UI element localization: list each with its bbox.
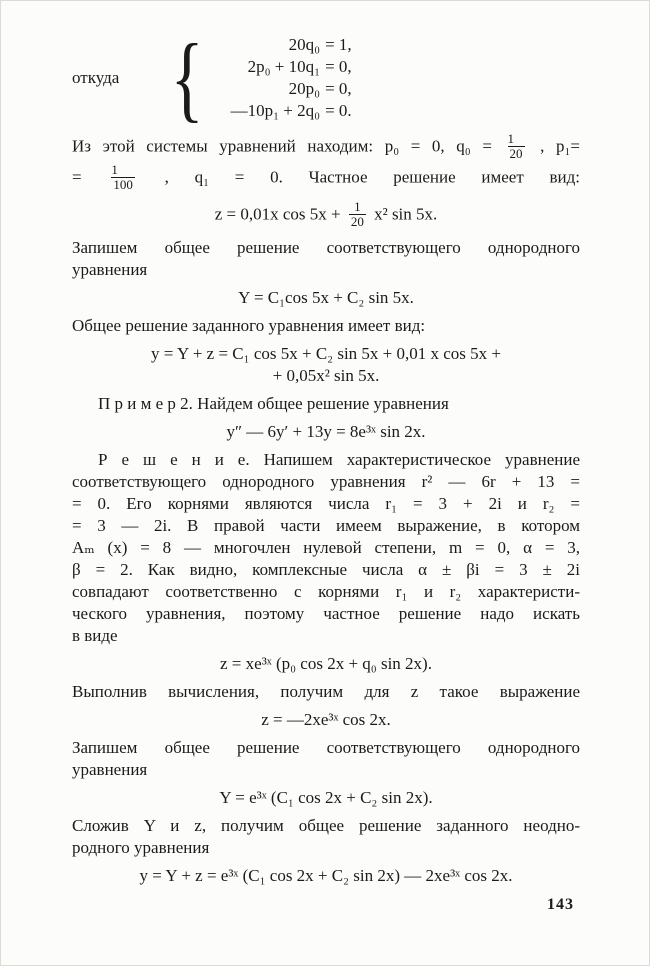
equation-final: y = Y + z = e³ˣ (C₁ cos 2x + C₂ sin 2x) — 2xe³ˣ cos 2x. <box>139 866 513 885</box>
text-line: Запишем общее решение соответствующего однородного <box>72 238 580 257</box>
text-line: Сложив Y и z, получим общее решение заданного неодно- <box>72 816 580 835</box>
fraction <box>111 163 135 194</box>
text-line: = 0. Его корнями являются числа r₁ = 3 + 2i и r₂ = <box>72 494 580 513</box>
text-run: = <box>72 167 82 187</box>
text-line: β = 2. Как видно, комплексные числа α ± βi = 3 ± 2i <box>72 560 580 579</box>
equation-rhs: = 0. <box>325 101 352 120</box>
paragraph-computed: Выполнив вычисления, получим для z такое выражение <box>72 682 580 701</box>
equation-rhs: = 0, <box>325 79 352 98</box>
text-line <box>72 163 580 194</box>
text-line: Aₘ (x) = 8 — многочлен нулевой степени, m = 0, α = 3, <box>72 538 580 557</box>
fraction <box>349 200 366 231</box>
fraction-numerator: 1 <box>354 199 361 214</box>
equation-text: z = 0,01x cos 5x + <box>214 204 341 224</box>
paragraph-example-2: П р и м е р 2. Найдем общее решение уравнения <box>98 394 449 413</box>
system-equation-line <box>214 78 352 100</box>
system-equation-line <box>214 100 352 122</box>
paragraph-find-coefficients <box>72 132 580 194</box>
equation-line: + 0,05x² sin 5x. <box>272 366 380 385</box>
system-equation-line <box>214 56 352 78</box>
equation-lhs: 20q₀ <box>288 35 321 54</box>
equation-text: x² sin 5x. <box>374 204 438 224</box>
system-equations <box>214 34 352 122</box>
paragraph-general-1: Общее решение заданного уравнения имеет вид: <box>72 316 426 335</box>
text-run: , q₁ = 0. Частное решение имеет вид: <box>164 167 581 187</box>
fraction-denominator: 100 <box>113 177 133 192</box>
equation-lhs: —10p₁ + 2q₀ <box>230 101 321 120</box>
fraction-numerator: 1 <box>507 131 515 146</box>
equation-particular-solution-1 <box>72 200 580 231</box>
paragraph-homogeneous-2 <box>72 737 580 781</box>
text-line: в виде <box>72 626 118 645</box>
equation-rhs: = 0, <box>325 57 352 76</box>
text-line: уравнения <box>72 760 148 779</box>
text-line: ческого уравнения, поэтому частное решение надо искать <box>72 604 580 623</box>
text-line: Р е ш е н и е. Напишем характеристическое уравнение <box>98 450 580 469</box>
equation-line: y = Y + z = C₁ cos 5x + C₂ sin 5x + 0,01 x cos 5x + <box>150 344 502 363</box>
system-equation-line <box>214 34 352 56</box>
text-line <box>72 132 580 163</box>
equation-homogeneous-1: Y = C₁cos 5x + C₂ sin 5x. <box>238 288 414 307</box>
text-run: , p₁= <box>540 136 580 156</box>
fraction-denominator: 20 <box>509 146 523 161</box>
text-line: совпадают соответственно с корнями r₁ и r₂ характеристи- <box>72 582 580 601</box>
text-line: соответствующего однородного уравнения r² — 6r + 13 = <box>72 472 580 491</box>
equation-example-2: y″ — 6y′ + 13y = 8e³ˣ sin 2x. <box>226 422 426 441</box>
equation-general-1 <box>72 343 580 387</box>
text-line: Запишем общее решение соответствующего однородного <box>72 738 580 757</box>
system-label: откуда <box>72 68 120 87</box>
fraction <box>508 132 525 163</box>
paragraph-solution <box>72 449 580 647</box>
page-number: 143 <box>547 896 574 913</box>
equation-trial-solution: z = xe³ˣ (p₀ cos 2x + q₀ sin 2x). <box>220 654 432 673</box>
paragraph-sum <box>72 815 580 859</box>
equation-rhs: = 1, <box>325 35 352 54</box>
fraction-numerator: 1 <box>111 162 118 177</box>
paragraph-homogeneous-1 <box>72 237 580 281</box>
text-line: родного уравнения <box>72 838 210 857</box>
fraction-denominator: 20 <box>350 214 364 229</box>
equation-computed: z = —2xe³ˣ cos 2x. <box>261 710 391 729</box>
text-line: = 3 — 2i. В правой части имеем выражение, в котором <box>72 516 580 535</box>
equation-homogeneous-2: Y = e³ˣ (C₁ cos 2x + C₂ sin 2x). <box>219 788 433 807</box>
equation-lhs: 2p₀ + 10q₁ <box>247 57 321 76</box>
text-line: уравнения <box>72 260 148 279</box>
text-run: Из этой системы уравнений находим: p₀ = 0, q₀ = <box>72 136 492 156</box>
left-brace: { <box>170 24 204 131</box>
equation-system-block <box>72 24 580 131</box>
equation-lhs: 20p₀ <box>288 79 321 98</box>
